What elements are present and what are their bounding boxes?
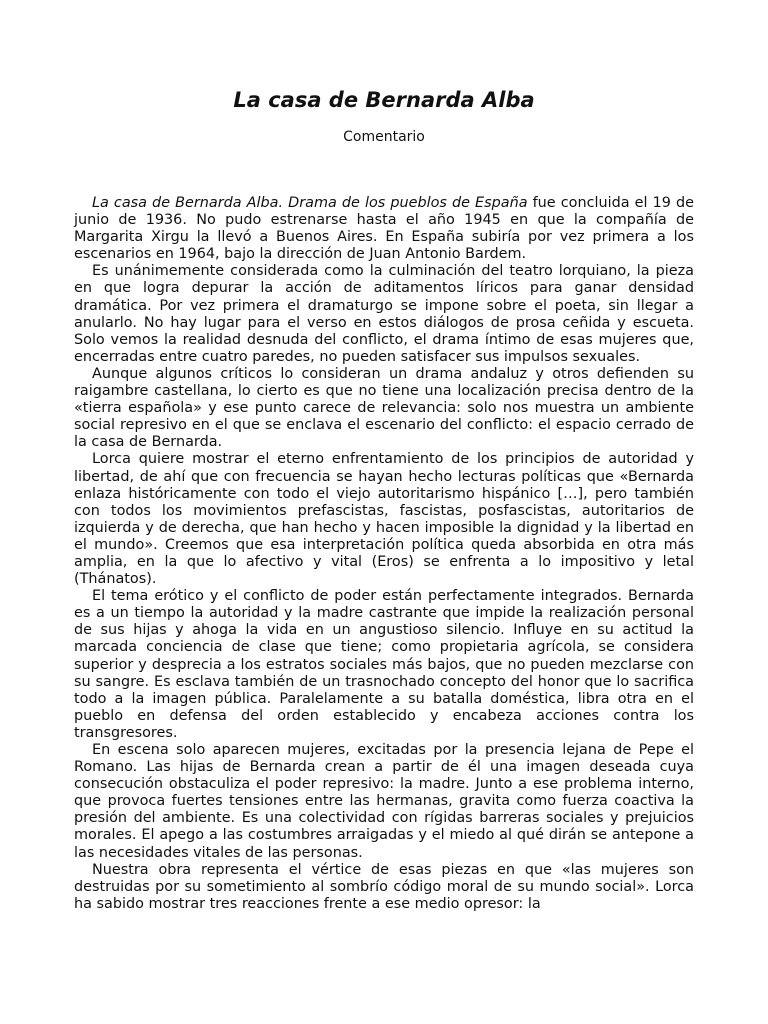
document-body [74,195,694,913]
paragraph [74,263,694,366]
paragraph-text: Aunque algunos críticos lo consideran un drama andaluz y otros defienden su raigambre castellana, lo cierto es que no tiene una localización precisa dentro de la «tierra española» y ese punto carece de relevancia: solo nos muestra un ambiente social represivo en el que se enclava el escenario del conflicto: el espacio cerrado de la casa de Bernarda. [74,365,694,451]
italic-work-title: La casa de Bernarda Alba. Drama de los pueblos de España [92,195,528,211]
paragraph-text: Lorca quiere mostrar el eterno enfrentamiento de los principios de autoridad y libertad, de ahí que con frecuencia se hayan hecho lecturas políticas que «Bernarda enlaza históricamente con todo el viejo autoritarismo hispánico […], pero también con todos los movimientos prefascistas, fascistas, posfascistas, autoritarios de izquierda y de derecha, que han hecho y hacen imposible la dignidad y la libertad en el mundo». Creemos que esa interpretación política queda absorbida en otra más amplia, en la que lo afectivo y vital (Eros) se enfrenta a lo impositivo y letal (Thánatos). [74,451,694,588]
paragraph [74,366,694,451]
document-title: La casa de Bernarda Alba [233,88,535,112]
paragraph [74,862,694,913]
paragraph-text: Es unánimemente considerada como la culminación del teatro lorquiano, la pieza en que logra depurar la acción de aditamentos líricos para ganar densidad dramática. Por vez primera el dramaturgo se impone sobre el poeta, sin llegar a anularlo. No hay lugar para el verso en estos diálogos de prosa ceñida y escueta. Solo vemos la realidad desnuda del conflicto, el drama íntimo de esas mujeres que, encerradas entre cuatro paredes, no pueden satisfacer sus impulsos sexuales. [74,263,694,365]
paragraph-text: fue concluida el 19 de junio de 1936. No pudo estrenarse hasta el año 1945 en que la compañía de Margarita Xirgu la llevó a Buenos Aires. En España subiría por vez primera a los escenarios en 1964, bajo la dirección de Juan Antonio Bardem. [74,195,694,263]
document-subtitle: Comentario [343,129,425,145]
paragraph [74,742,694,862]
paragraph-text: En escena solo aparecen mujeres, excitadas por la presencia lejana de Pepe el Romano. Las hijas de Bernarda crean a partir de él una imagen deseada cuya consecución obstaculiza el poder represivo: la madre. Junto a ese problema interno, que provoca fuertes tensiones entre las hermanas, gravita como fuerza coactiva la presión del ambiente. Es una colectividad con rígidas barreras sociales y prejuicios morales. El apego a las costumbres arraigadas y el miedo al qué dirán se antepone a las necesidades vitales de las personas. [74,742,694,861]
paragraph [74,195,694,263]
paragraph-text: El tema erótico y el conflicto de poder están perfectamente integrados. Bernarda es a un tiempo la autoridad y la madre castrante que impide la realización personal de sus hijas y ahoga la vida en un angustioso silencio. Influye en su actitud la marcada conciencia de clase que tiene; como propietaria agrícola, se considera superior y desprecia a los estratos sociales más bajos, que no pueden mezclarse con su sangre. Es esclava también de un trasnochado concepto del honor que lo sacrifica todo a la imagen pública. Paralelamente a su batalla doméstica, libra otra en el pueblo en defensa del orden establecido y encabeza acciones contra los transgresores. [74,588,694,741]
paragraph [74,588,694,742]
paragraph [74,451,694,588]
paragraph-text: Nuestra obra representa el vértice de esas piezas en que «las mujeres son destruidas por su sometimiento al sombrío código moral de su mundo social». Lorca ha sabido mostrar tres reacciones frente a ese medio opresor: la [74,861,694,912]
